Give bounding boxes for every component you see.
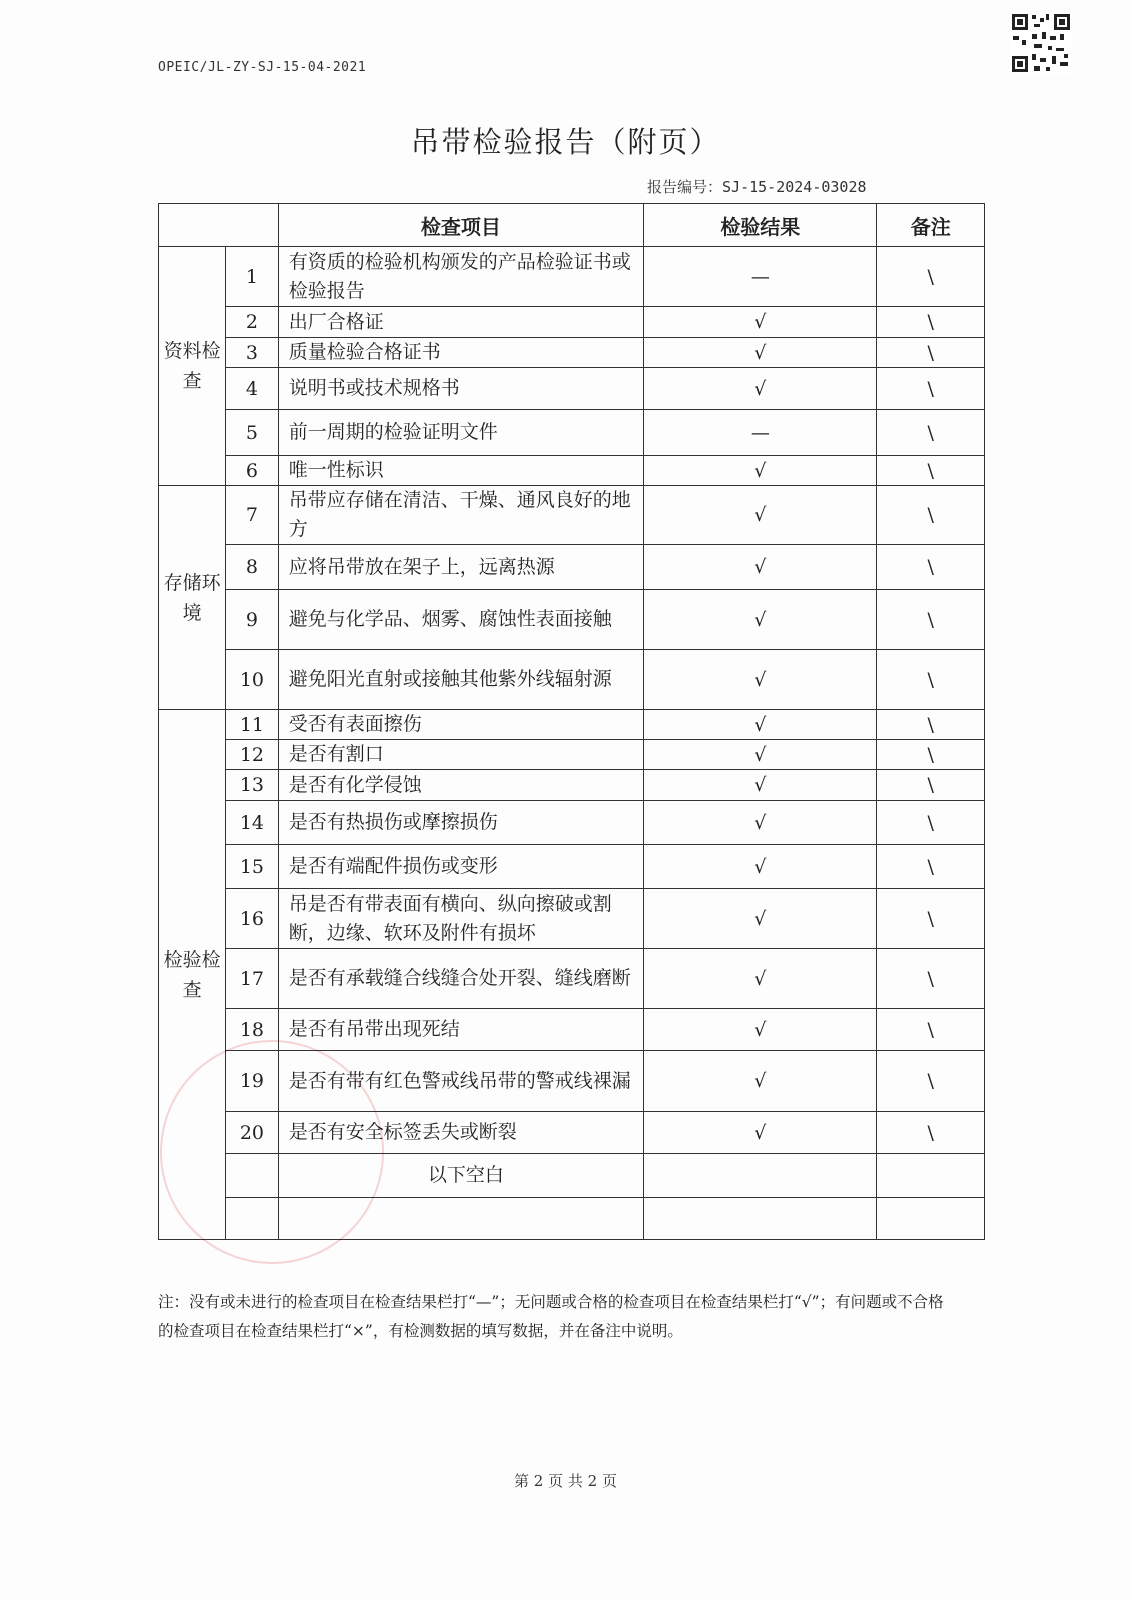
row-number: 1 — [226, 247, 279, 307]
row-remark: \ — [877, 1009, 985, 1051]
row-number: 8 — [226, 545, 279, 590]
row-remark: \ — [877, 889, 985, 949]
row-number: 13 — [226, 770, 279, 801]
header-empty-cell — [159, 204, 279, 247]
row-number: 16 — [226, 889, 279, 949]
row-remark: \ — [877, 545, 985, 590]
row-remark: \ — [877, 368, 985, 410]
row-remark: \ — [877, 590, 985, 650]
row-remark: \ — [877, 845, 985, 889]
row-item: 有资质的检验机构颁发的产品检验证书或检验报告 — [278, 247, 643, 307]
row-result: √ — [644, 590, 877, 650]
row-result: √ — [644, 456, 877, 486]
row-remark: \ — [877, 1051, 985, 1112]
row-item: 是否有热损伤或摩擦损伤 — [278, 801, 643, 845]
row-result: √ — [644, 740, 877, 770]
row-remark: \ — [877, 710, 985, 740]
row-result: √ — [644, 770, 877, 801]
row-result: √ — [644, 1009, 877, 1051]
row-number: 4 — [226, 368, 279, 410]
row-item: 质量检验合格证书 — [278, 338, 643, 368]
row-remark: \ — [877, 486, 985, 545]
row-item: 受否有表面擦伤 — [278, 710, 643, 740]
row-result: √ — [644, 650, 877, 710]
row-remark: \ — [877, 949, 985, 1009]
header-item: 检查项目 — [278, 204, 643, 247]
blank-result-cell — [644, 1154, 877, 1198]
row-number: 14 — [226, 801, 279, 845]
row-number: 5 — [226, 410, 279, 456]
blank-below-label: 以下空白 — [278, 1154, 643, 1198]
row-result: √ — [644, 1051, 877, 1112]
blank-number-cell — [226, 1198, 279, 1240]
footnote: 注：没有或未进行的检查项目在检查结果栏打“—”；无问题或合格的检查项目在检查结果栏打“√”；有问题或不合格的检查项目在检查结果栏打“×”，有检测数据的填写数据，并在备注中说明。 — [158, 1293, 944, 1340]
category-inspect: 检验检查 — [159, 710, 226, 1240]
row-number: 7 — [226, 486, 279, 545]
row-remark: \ — [877, 307, 985, 338]
report-number-value: SJ-15-2024-03028 — [722, 178, 867, 196]
row-item: 是否有端配件损伤或变形 — [278, 845, 643, 889]
row-item: 是否有化学侵蚀 — [278, 770, 643, 801]
row-number: 15 — [226, 845, 279, 889]
blank-item-cell — [278, 1198, 643, 1240]
row-remark: \ — [877, 247, 985, 307]
report-number — [647, 176, 867, 197]
row-item: 是否有割口 — [278, 740, 643, 770]
row-number: 3 — [226, 338, 279, 368]
row-result: √ — [644, 889, 877, 949]
row-number: 11 — [226, 710, 279, 740]
row-item: 是否有吊带出现死结 — [278, 1009, 643, 1051]
row-result: √ — [644, 801, 877, 845]
row-remark: \ — [877, 1112, 985, 1154]
qr-code-icon — [1010, 12, 1072, 74]
page-title: 吊带检验报告（附页） — [410, 125, 721, 159]
blank-remark-cell — [877, 1154, 985, 1198]
row-number: 17 — [226, 949, 279, 1009]
row-remark: \ — [877, 650, 985, 710]
row-number: 2 — [226, 307, 279, 338]
row-item: 吊带应存储在清洁、干燥、通风良好的地方 — [278, 486, 643, 545]
row-item: 应将吊带放在架子上，远离热源 — [278, 545, 643, 590]
report-number-label: 报告编号： — [647, 178, 723, 196]
row-number: 6 — [226, 456, 279, 486]
row-remark: \ — [877, 770, 985, 801]
category-storage: 存储环境 — [159, 486, 226, 710]
row-number: 10 — [226, 650, 279, 710]
row-number: 19 — [226, 1051, 279, 1112]
row-item: 是否有安全标签丢失或断裂 — [278, 1112, 643, 1154]
header-result: 检验结果 — [644, 204, 877, 247]
row-result: √ — [644, 368, 877, 410]
row-remark: \ — [877, 338, 985, 368]
row-result: √ — [644, 845, 877, 889]
row-item: 避免与化学品、烟雾、腐蚀性表面接触 — [278, 590, 643, 650]
row-result: — — [644, 247, 877, 307]
row-number: 9 — [226, 590, 279, 650]
blank-number-cell — [226, 1154, 279, 1198]
row-item: 前一周期的检验证明文件 — [278, 410, 643, 456]
inspection-table — [158, 203, 985, 1240]
row-result: √ — [644, 949, 877, 1009]
category-docs: 资料检查 — [159, 247, 226, 486]
row-number: 12 — [226, 740, 279, 770]
page-footer: 第 2 页 共 2 页 — [514, 1472, 617, 1490]
row-item: 出厂合格证 — [278, 307, 643, 338]
row-remark: \ — [877, 801, 985, 845]
row-remark: \ — [877, 740, 985, 770]
row-item: 吊是否有带表面有横向、纵向擦破或割断，边缘、软环及附件有损坏 — [278, 889, 643, 949]
row-item: 是否有带有红色警戒线吊带的警戒线裸漏 — [278, 1051, 643, 1112]
header-remark: 备注 — [877, 204, 985, 247]
blank-result-cell — [644, 1198, 877, 1240]
row-number: 18 — [226, 1009, 279, 1051]
blank-remark-cell — [877, 1198, 985, 1240]
row-result: √ — [644, 545, 877, 590]
row-result: √ — [644, 1112, 877, 1154]
row-result: √ — [644, 307, 877, 338]
row-item: 说明书或技术规格书 — [278, 368, 643, 410]
row-remark: \ — [877, 456, 985, 486]
row-item: 唯一性标识 — [278, 456, 643, 486]
row-result: √ — [644, 486, 877, 545]
row-result: — — [644, 410, 877, 456]
row-remark: \ — [877, 410, 985, 456]
row-item: 是否有承载缝合线缝合处开裂、缝线磨断 — [278, 949, 643, 1009]
row-result: √ — [644, 710, 877, 740]
document-code: OPEIC/JL-ZY-SJ-15-04-2021 — [158, 60, 367, 75]
row-number: 20 — [226, 1112, 279, 1154]
row-item: 避免阳光直射或接触其他紫外线辐射源 — [278, 650, 643, 710]
row-result: √ — [644, 338, 877, 368]
